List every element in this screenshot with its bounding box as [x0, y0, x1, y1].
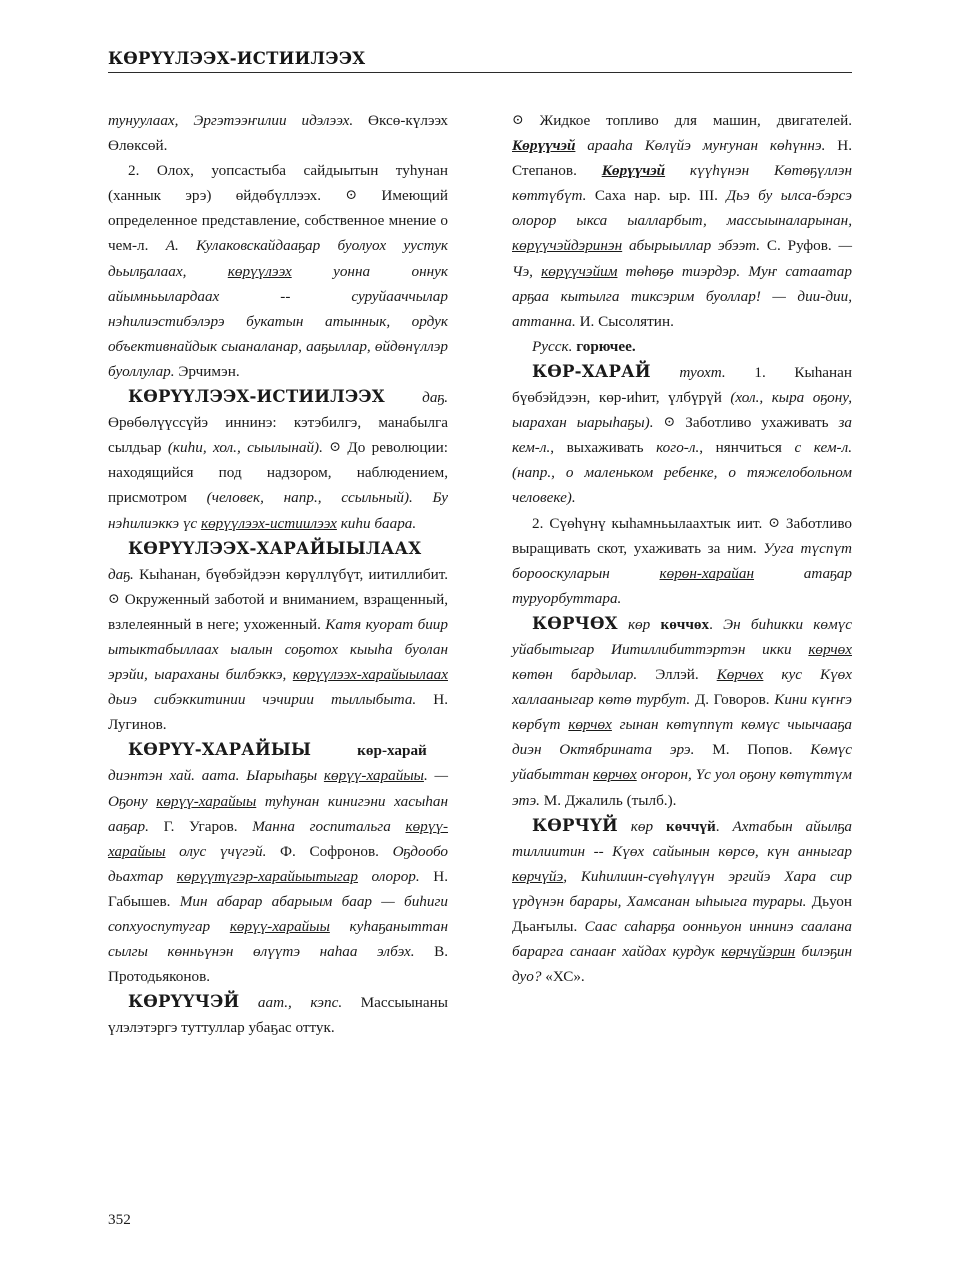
sense1-russian-note: (напр., о маленьком ребенке, о тяжелобольном человеке). — [512, 464, 852, 507]
entry-example-3: Кини күҥҥэ көрбүт көрчөх гынан көтүппүт көмүс чыычааҕа диэн Октябрината эрэ. — [512, 691, 853, 759]
sense-bullet-icon: ⊙ — [663, 415, 676, 431]
entry-example-1: Көрүүчэй арааһа Көлүйэ муҥунан көһүннэ. — [512, 137, 826, 155]
example-source-4: М. Джалиль (тылб.). — [543, 791, 677, 809]
entry-korchoh: КӨРЧӨХ көр көччөх. Эн биһикки көмүс уйабытыгар Иитиллибиттэртэн икки көрчөх көтөн бардылар. Эллэй. Көрчөх кус Күөх халлааныгар көтө турбут. Д. Говоров. Кини күҥҥэ көрбүт көрчөх гынан көтүппүт көмүс чыычааҕа диэн Октябрината эрэ. М. Попов. Көмүс уйабыттан көрчөх оҥорон, Үс уол оҕону көтүттүм этэ. М. Джалиль (тылб.). — [512, 612, 853, 809]
example-underlined: көрүүчэйим — [541, 262, 618, 280]
sense-bullet-icon: ⊙ — [329, 440, 342, 456]
example-underlined: көрүү-харайыы — [323, 767, 424, 785]
entry-example-4: — Чэ, көрүүчэйим төһөҕө тиэрдэр. Муҥ сатаатар арҕаа кытылга тиксэрим буоллар! — дии-дии, аттанна. — [512, 237, 852, 330]
page-number: 352 — [108, 1211, 131, 1228]
sense1-source: Өксө-күлээх Өлөксөй. — [108, 112, 448, 155]
example-underlined: көрүүчэйдэринэн — [512, 237, 623, 255]
headword: КӨРҮҮЛЭЭХ-ИСТИИЛЭЭХ — [128, 386, 385, 407]
entry-korchui: КӨРЧҮЙ көр көччүй. Ахтабын айылҕа тиллиитин -- Күөх сайынын көрсө, күн анныгар көрчүйэ, Киһилиин-сүөһүлүүн эргийэ Хара сир үрдүнэн барары, Хамсанан ыһыыга турары. Дьуон Дьаҥылы. Саас саһарҕа оонньуон иннинэ саалана барарга санааҥ хайдах курдук көрчүйэрин билэҕин дуо? «ХС». — [512, 814, 853, 986]
entry-example-3: Манна госпитальга көрүү-харайыы олус үчүгэй. — [108, 817, 449, 860]
headword: КӨР-ХАРАЙ — [532, 360, 651, 381]
entry-koruu-haraiyy — [108, 737, 448, 989]
column-right — [512, 108, 852, 989]
continued-entry-left — [108, 108, 448, 158]
russian-equivalent: горючее. — [576, 337, 636, 355]
sense2-number: 2. — [532, 514, 544, 532]
headword: КӨРҮҮ-ХАРАЙЫЫ — [128, 739, 312, 760]
grammar-label: аат., кэпс. — [257, 994, 343, 1012]
yakut-definition: Өрөбөлүүссүйэ иннинэ: кэтэбилгэ, манабылга сылдьар — [108, 414, 448, 457]
example-underlined: көрүү-харайыы — [229, 918, 330, 935]
headword: КӨРҮҮЧЭЙ — [128, 991, 240, 1012]
sense2-example — [108, 237, 448, 379]
sense-bullet-icon: ⊙ — [108, 591, 120, 607]
entry-example-4: Көмүс уйабыттан көрчөх оҥорон, Үс уол оҕону көтүттүм этэ. — [512, 741, 852, 809]
sense2-yakut: Сүөһүнү кыһамньылаахтык иит. — [549, 514, 763, 532]
entry-example-1: Ыарыһаҕы көрүү-харайыы. — [246, 767, 428, 785]
sense2-example-a: А. Кулаковскайдааҕар буолуох уустук дьылҕалаах, — [108, 237, 448, 280]
entry-example-1: Ахтабын айылҕа тиллиитин -- Күөх сайынын көрсө, күн анныгар көрчүйэ, Киһилиин-сүөһүлүүн эргийэ Хара сир үрдүнэн барары, Хамсанан ыһыыга турары. — [512, 817, 852, 910]
sense-2-left — [108, 158, 448, 384]
sense2-russian: Имеющий определенное представление, собственное мнение о чем-л. — [108, 187, 448, 255]
entry-example-2: Саас саһарҕа оонньуон иннинэ саалана барарга санааҥ хайдах курдук көрчүйэрин билэҕин дуо? — [512, 918, 853, 986]
example-underlined: көрүүлээх-харайыылаах — [292, 666, 448, 684]
example-underlined: көрүү-харайыы — [108, 817, 449, 860]
entry-koruuleeh-istiileeh — [108, 384, 448, 536]
entry-koruuleeh-haraiyylaah — [108, 536, 448, 738]
sense2-yakut: Олох, уопсастыба сайдыытын туһунан (ханнык эрэ) өйдөбүллээх. — [108, 162, 448, 205]
example-a: Бу нэһилиэккэ үс — [108, 489, 449, 532]
example-underlined: көрүүлээх-истиилээх — [200, 514, 337, 532]
running-head — [108, 50, 852, 73]
headword: КӨРЧҮЙ — [532, 814, 618, 835]
entry-example-1: Эн биһикки көмүс уйабытыгар Иитиллибиттэртэн икки көрчөх көтөн бардылар. — [512, 615, 852, 684]
column-left — [108, 108, 448, 1040]
entry-koruuchei — [108, 989, 448, 1040]
sense-bullet-icon: ⊙ — [768, 515, 780, 531]
example-underlined: көрүү-харайыы — [156, 792, 257, 810]
running-head-rule — [108, 72, 852, 73]
pronunciation-plain: көр — [630, 817, 654, 835]
example-source-2: Г. Угаров. — [163, 817, 238, 835]
example-source-5: В. Протодьяконов. — [108, 943, 449, 986]
yakut-definition: Кыһанан, бүөбэйдээн көрүллүбүт, иитиллибит. — [139, 565, 448, 583]
example-source-2: «ХС». — [545, 968, 585, 986]
entry-example-3: Дьэ бу ылса-бэрсэ олорор ыкса ыалларбыт, массыыналарынан, көрүүчэйдэринэн абырыыллар эбээт. — [512, 187, 852, 255]
sense1-number: 1. — [754, 363, 766, 381]
sense2-number: 2. — [128, 162, 140, 180]
example-underlined: Көрүүчэй — [512, 137, 576, 155]
running-head-title: КӨРҮҮЛЭЭХ-ИСТИИЛЭЭХ — [108, 49, 366, 68]
example-underlined: көрчөх — [568, 716, 612, 734]
sense2-example: Ууга түспүт борооскуларын көрөн-харайан атаҕар туруорбуттара. — [512, 539, 853, 607]
example-b: киһи баара. — [336, 514, 417, 532]
sense1-tail-yakut: тунуулаах, Эргэтээҥилии идэлээх. — [108, 112, 354, 129]
yakut-definition: Массыынаны үлэлэтэргэ туттуллар убаҕас оттук. — [108, 994, 449, 1037]
pronunciation-bold: көччүй — [665, 817, 716, 835]
example-source-1: Дьуон Дьаҥылы. — [512, 892, 853, 935]
headword: КӨРЧӨХ — [532, 612, 618, 633]
example-a: Катя куорат биир ытыктабыллаах ыалын соҕотох кыыһа буолан эрэйи, ыараханы билбэккэ, — [108, 615, 448, 684]
pronunciation-plain: көр — [627, 615, 651, 633]
sense2-russian: Заботливо выращивать скот, ухаживать за ним. — [512, 514, 853, 557]
example-underlined: көрөн-харайан — [659, 564, 755, 582]
continued-entry-right — [512, 108, 852, 334]
entry-example-5: Мин абарар абарыым баар — биһиги сопхуоспутугар көрүү-харайыы куһаҕаныттан сылгы көнньүнэн өлүүтэ наһаа элбэх. — [108, 892, 448, 961]
entry-example-2: Көрчөх кус Күөх халлааныгар көтө турбут. — [512, 666, 853, 709]
example-source-3: Ф. Софронов. — [280, 842, 379, 860]
body-columns — [108, 108, 852, 1198]
yakut-note: (киһи, хол., сыылынай). — [167, 439, 323, 457]
example-underlined: Көрүүчэй — [601, 162, 666, 180]
example-underlined: көрчүйэ — [512, 867, 564, 885]
example-source-4: И. Сысолятин. — [579, 312, 674, 330]
entry-example-2: Көрүүчэй күүһүнэн Көтөҕүллэн көттүбүт. — [512, 162, 853, 205]
example-underlined: көрчөх — [593, 766, 637, 784]
russian-equivalent-label: Русск. — [532, 337, 573, 355]
example-underlined: көрчүйэрин — [721, 943, 796, 961]
entry-kor-harai — [512, 359, 852, 511]
russian-note: (человек, напр., ссыльный). — [206, 489, 413, 507]
example-source-2: Д. Говоров. — [694, 691, 770, 709]
russian-definition: Жидкое топливо для машин, двигателей. — [539, 112, 852, 129]
example-source-4: Н. Габышев. — [108, 867, 448, 910]
sense2-example-b: уонна оннук айымньылардаах -- суруйааччылар нэһилиэстибэлэрэ букатын атыннык, ордук объективнайдык сыаналанар, ааҕыллар, өйдөнүллэр буоллулар. — [108, 262, 448, 380]
example-underlined: Көрчөх — [716, 666, 764, 684]
grammar-label: даҕ. — [422, 389, 448, 407]
sense-bullet-icon: ⊙ — [345, 188, 358, 204]
example-underlined: көрчөх — [808, 640, 852, 658]
grammar-label: даҕ. — [108, 565, 134, 583]
sense2-example-underlined: көрүүлээх — [227, 262, 292, 280]
example-source-1: Н. Степанов. — [512, 137, 853, 180]
example-source: Н. Лугинов. — [108, 691, 448, 734]
entry-example-4: Оҕдообо дьахтар көрүүтүгэр-харайыытыгар олорор. — [108, 842, 448, 885]
example-source-1: Эллэй. — [655, 666, 699, 684]
russian-definition: Окруженный заботой и вниманием, взращенный, взлелеянный в неге; ухоженный. — [108, 590, 449, 633]
grammar-label: туохт. — [679, 363, 726, 381]
sense2-source: Эрчимэн. — [178, 362, 240, 380]
entry-example-2: — Оҕону көрүү-харайыы туһунан кинигэни хасыһан ааҕар. — [108, 767, 448, 835]
sense1-yakut-note: (хол., кыра оҕону, ыарахан ыарыһаҕы). — [512, 389, 853, 432]
example-source-3: С. Руфов. — [766, 237, 832, 255]
pronunciation: көр-харай — [357, 742, 427, 760]
russian-equivalent-line — [512, 334, 852, 359]
grammar-label: диэнтэн хай. аата. — [108, 767, 240, 785]
headword: КӨРҮҮЛЭЭХ-ХАРАЙЫЫЛААХ — [128, 537, 422, 558]
pronunciation-bold: көччөх — [660, 615, 710, 633]
example-source-2: Саха нар. ыр. III. — [594, 187, 718, 205]
entry-kor-harai-sense-2 — [512, 511, 852, 611]
russian-definition: До революции: находящийся под надзором, наблюдением, присмотром — [108, 439, 449, 507]
sense1-russian: Заботливо ухаживать за кем-л., выхаживать кого-л., нянчиться с кем-л. — [512, 414, 853, 457]
example-source-3: М. Попов. — [712, 741, 793, 759]
example-underlined: көрүүтүгэр-харайыытыгар — [176, 867, 358, 885]
sense1-yakut: Кыһанан бүөбэйдээн, көр-иһит, үлбүрүй — [512, 363, 853, 407]
sense-bullet-icon: ⊙ — [512, 113, 524, 128]
example-b: дьиэ сибэккитинии чэчирии тыллыбыта. — [108, 691, 417, 709]
